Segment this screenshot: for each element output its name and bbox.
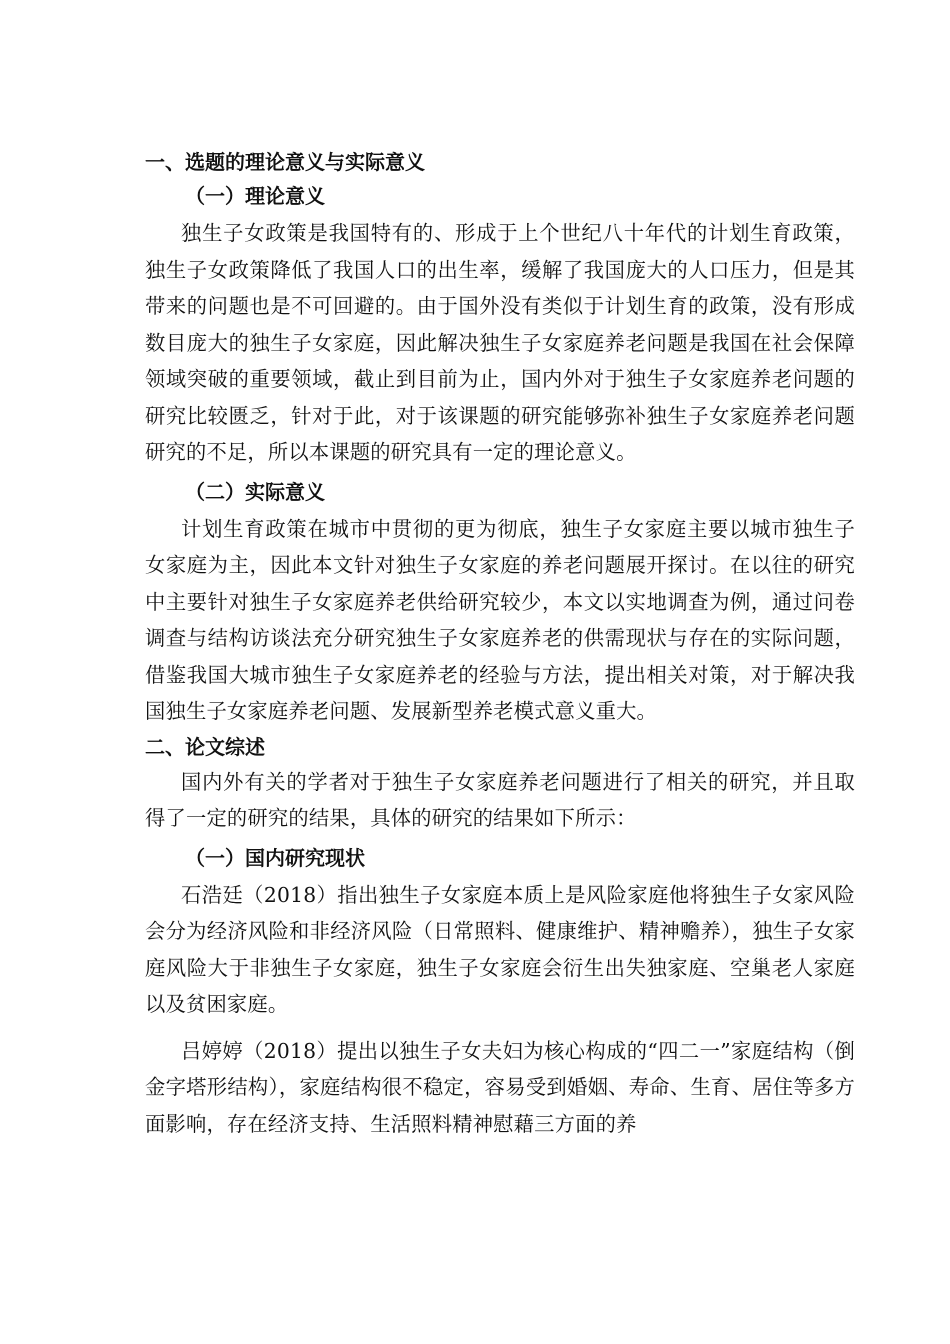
paragraph-practical-significance: 计划生育政策在城市中贯彻的更为彻底，独生子女家庭主要以城市独生子女家庭为主，因此本文针对独生子女家庭的养老问题展开探讨。在以往的研究中主要针对独生子女家庭养老供给研究较少，本文以实地调查为例，通过问卷调查与结构访谈法充分研究独生子女家庭养老的供需现状与存在的实际问题，借鉴我国大城市独生子女家庭养老的经验与方法，提出相关对策，对于解决我国独生子女家庭养老问题、发展新型养老模式意义重大。 [145, 516, 855, 723]
subheading-domestic-research: （一）国内研究现状 [185, 845, 365, 870]
subheading-theoretical-significance: （一）理论意义 [185, 184, 325, 208]
section-heading-literature-review: 二、论文综述 [145, 734, 265, 759]
document-body [145, 145, 855, 1142]
section-heading-significance: 一、选题的理论意义与实际意义 [145, 150, 425, 174]
subheading-practical-significance: （二）实际意义 [185, 479, 325, 504]
paragraph-domestic-research-2: 吕婷婷（2018）提出以独生子女夫妇为核心构成的“四二一”家庭结构（倒金字塔形结构），家庭结构很不稳定，容易受到婚姻、寿命、生育、居住等多方面影响，存在经济支持、生活照料精神慰藉三方面的养 [145, 1038, 855, 1136]
paragraph-review-intro: 国内外有关的学者对于独生子女家庭养老问题进行了相关的研究，并且取得了一定的研究的结果，具体的研究的结果如下所示： [145, 769, 855, 830]
paragraph-theoretical-significance: 独生子女政策是我国特有的、形成于上个世纪八十年代的计划生育政策，独生子女政策降低了我国人口的出生率，缓解了我国庞大的人口压力，但是其带来的问题也是不可回避的。由于国外没有类似于计划生育的政策，没有形成数目庞大的独生子女家庭，因此解决独生子女家庭养老问题是我国在社会保障领域突破的重要领域，截止到目前为止，国内外对于独生子女家庭养老问题的研究比较匮乏，针对于此，对于该课题的研究能够弥补独生子女家庭养老问题研究的不足，所以本课题的研究具有一定的理论意义。 [145, 221, 855, 464]
paragraph-domestic-research-1: 石浩廷（2018）指出独生子女家庭本质上是风险家庭他将独生子女家风险会分为经济风险和非经济风险（日常照料、健康维护、精神赡养），独生子女家庭风险大于非独生子女家庭，独生子女家庭会衍生出失独家庭、空巢老人家庭以及贫困家庭。 [145, 882, 855, 1016]
